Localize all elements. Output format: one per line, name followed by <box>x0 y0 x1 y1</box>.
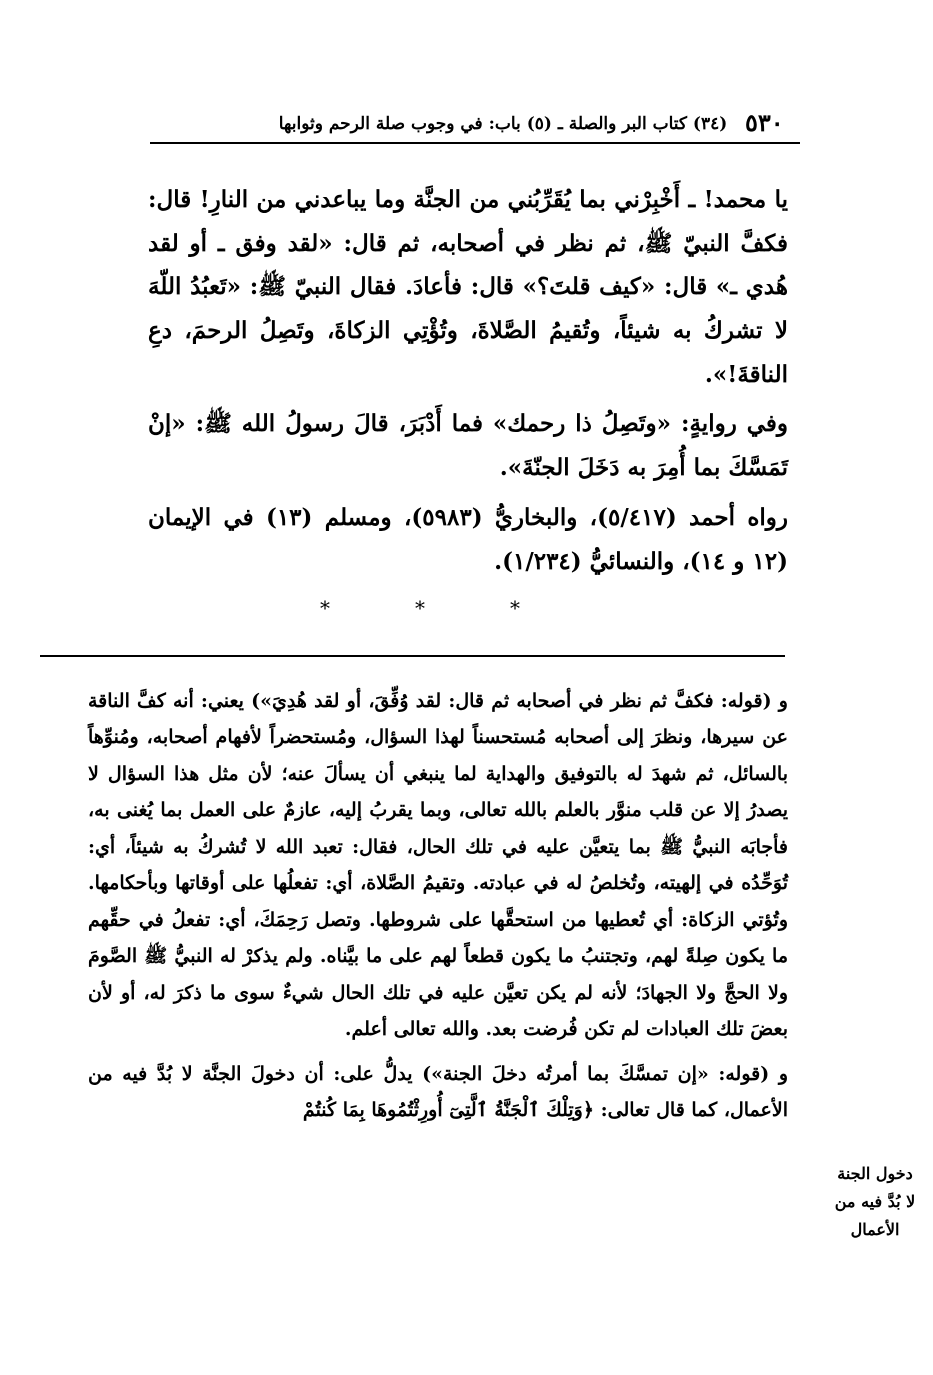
commentary-text-span: و (قوله: «إن تمسَّكَ بما أمرتُه دخلَ الجنة») يدلُّ على: أن دخولَ الجنَّة لا بُدَّ فيه من الأعمال، كما قال تعالى: <box>88 1062 788 1122</box>
section-divider-stars <box>320 596 520 620</box>
star-glyph: * <box>320 596 330 620</box>
commentary-paragraph: و (قوله: فكفَّ ثم نظر في أصحابه ثم قال: لقد وُفِّقَ، أو لقد هُدِيَ») يعني: أنه كفَّ الناقة عن سيرها، ونظرَ إلى أصحابه مُستحسناً لهذا السؤال، ومُستحضراً لأفهام أصحابه، ومُنوِّهاً بالسائل، ثم شهدَ له بالتوفيق والهداية لما ينبغي أن يسألَ عنه؛ لأن مثل هذا السؤال لا يصدرُ إلا عن قلب منوَّر بالعلم بالله تعالى، وبما يقربُ إليه، عازمٌ على العمل بما يُغنى به، فأجابَه النبيُّ ﷺ بما يتعيَّن عليه في تلك الحال، فقال: تعبد الله لا تُشركُ به شيئاً، أي: تُوَحِّدُه في إلهيته، وتُخلصُ له في عبادته. وتقيمُ الصَّلاة، أي: تفعلُها على أوقاتها وبأحكامها. وتُؤتي الزكاة: أي تُعطيها من استحقَّها على شروطها. وتصل رَحِمَكَ، أي: تفعلُ في حقِّهم ما يكون صِلةً لهم، وتجتنبُ ما يكون قطعاً لهم على ما بيَّناه. ولم يذكرْ له النبيُّ ﷺ الصَّومَ ولا الحجَّ ولا الجهادَ؛ لأنه لم يكن تعيَّن عليه في تلك الحال شيءٌ سوى ما ذكرَ له، أو لأن بعضَ تلك العبادات لم تكن فُرضت بعد. والله تعالى أعلم. <box>88 690 788 1041</box>
running-header: (٣٤) كتاب البر والصلة ـ (٥) باب: في وجوب صلة الرحم وثوابها <box>278 114 728 134</box>
margin-note <box>825 1160 925 1244</box>
footnote-rule <box>40 655 785 657</box>
header-rule <box>150 142 800 144</box>
star-glyph: * <box>510 596 520 620</box>
margin-note-line: لا بُدَّ فيه من <box>834 1192 916 1211</box>
commentary-text <box>88 683 788 1137</box>
narration-paragraph: وفي روايةٍ: «وتَصِلُ ذا رحمك» فما أَدْبَرَ، قالَ رسولُ الله ﷺ: «إنْ تَمَسَّكَ بما أُمِرَ به دَخَلَ الجنّةَ». <box>148 410 788 482</box>
citation-paragraph: رواه أحمد (٥/٤١٧)، والبخاريُّ (٥٩٨٣)، ومسلم (١٣) في الإيمان (١٢ و ١٤)، والنسائيُّ (١/٢٣٤). <box>148 503 788 575</box>
hadith-text <box>148 178 788 589</box>
margin-note-line: الأعمال <box>850 1220 900 1239</box>
page-number: ٥٣٠ <box>745 108 784 137</box>
commentary-paragraph <box>88 1056 788 1129</box>
hadith-paragraph: يا محمد! ـ أَخْبِرْني بما يُقَرِّبُني من الجنَّة وما يباعدني من النارِ! قال: فكفَّ النبيّ ﷺ، ثم نظر في أصحابه، ثم قال: «لقد وفق ـ أو لقد هُدي ـ» قال: «كيف قلتَ؟» قال: فأعادَ. فقال النبيّ ﷺ: «تَعبُدُ اللّهَ لا تشركُ به شيئاً، وتُقيمُ الصَّلاةَ، وتُؤْتِي الزكاةَ، وتَصِلُ الرحمَ، دعِ الناقةَ!». <box>148 186 788 388</box>
quran-verse: ﴿وَتِلْكَ ٱلْجَنَّةُ ٱلَّتِىٓ أُورِثْتُمُوهَا بِمَا كُنتُمْ <box>302 1099 594 1122</box>
margin-note-line: دخول الجنة <box>837 1164 913 1183</box>
star-glyph: * <box>415 596 425 620</box>
